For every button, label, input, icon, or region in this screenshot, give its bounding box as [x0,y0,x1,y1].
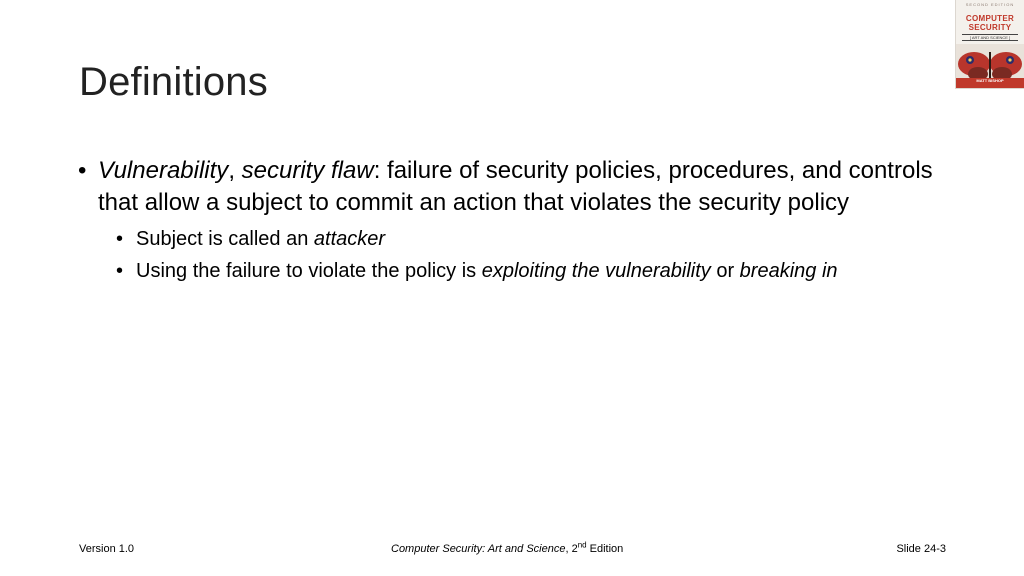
bullet-exploiting [72,257,957,285]
cover-subtitle: [ ART AND SCIENCE ] [962,34,1018,41]
term-attacker: attacker [313,228,386,250]
cover-author: MATT BISHOP [976,78,1004,83]
bullet-attacker [72,225,957,253]
slide-title: Definitions [79,60,268,104]
term-exploiting: exploiting the vulnerability [481,260,711,282]
attacker-text: Subject is called an [136,228,314,250]
slide-content [72,155,957,285]
exploiting-text: Using the failure to violate the policy is [136,260,482,282]
footer-edition-sup: nd [577,540,587,550]
term-security-flaw: security flaw [241,157,374,184]
cover-title-line1: COMPUTER [965,14,1015,23]
exploiting-or: or [710,260,740,282]
cover-title-line2: SECURITY [968,23,1012,32]
cover-edition-banner: SECOND EDITION [965,2,1015,7]
term-separator: , [228,157,242,184]
footer-book-name: Computer Security: Art and Science [391,543,566,555]
cover-title [956,14,1024,32]
footer-book-title [391,542,623,556]
term-vulnerability: Vulnerability [98,157,229,184]
footer-book-suffix: , 2 [565,543,578,555]
book-cover-thumbnail [956,0,1024,88]
footer-version: Version 1.0 [79,543,135,555]
bullet-vulnerability-definition [72,155,957,219]
footer-edition-word: Edition [586,543,624,555]
footer-slide-number: Slide 24-3 [896,543,946,555]
definition-text: failure of security policies, procedures, and controls that allow a subject to commit an action that violates the security policy [98,157,933,216]
term-breaking-in: breaking in [739,260,838,282]
term-colon: : [373,157,381,184]
